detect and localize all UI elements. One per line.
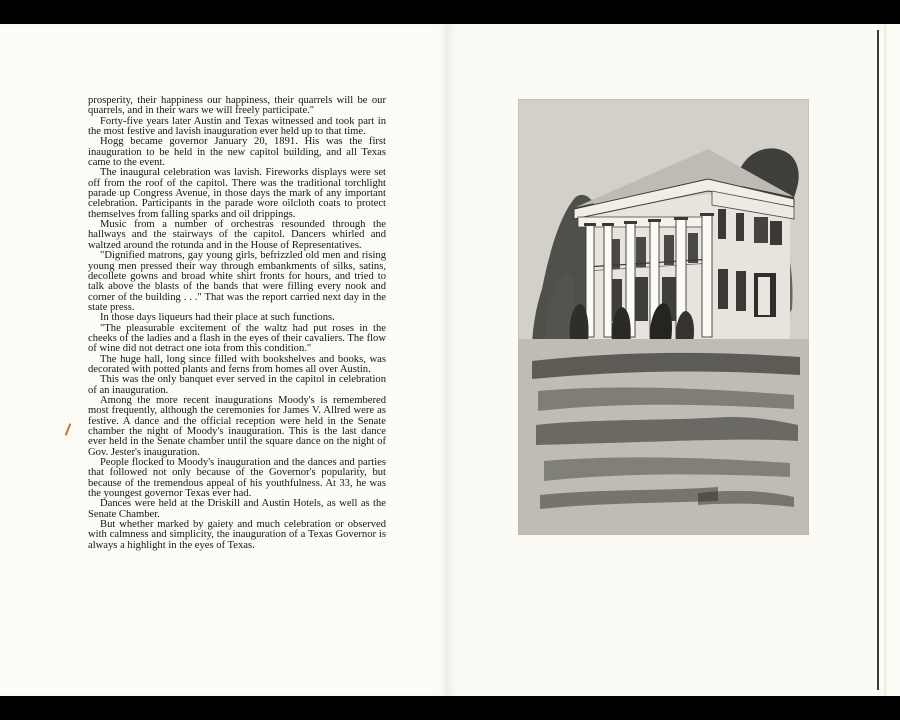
ink-mark <box>65 423 72 436</box>
paragraph: Dances were held at the Driskill and Austin Hotels, as well as the Senate Chamber. <box>88 498 386 520</box>
page-edge <box>884 24 900 696</box>
book-spread <box>0 24 900 696</box>
paragraph: Hogg became governor January 20, 1891. His was the first inauguration to be held in the new capitol building, and all Texas came to the event. <box>88 136 386 169</box>
paragraph: "The pleasurable excitement of the waltz had put roses in the cheeks of the ladies and a flash in the eyes of their cavaliers. The flow of wine did not detract one iota from this condition." <box>88 322 386 355</box>
paragraph: The huge hall, long since filled with bookshelves and books, was decorated with potted plants and ferns from homes all over Austin. <box>88 353 386 375</box>
cover-edge-line <box>877 30 879 690</box>
paragraph: Music from a number of orchestras resounded through the hallways and the stairways of the capitol. Dancers whirled and waltzed around the rotunda and in the House of Representatives. <box>88 219 386 251</box>
paragraph: People flocked to Moody's inauguration and the dances and parties that followed not only because of the Governor's popularity, but because of the tremendous appeal of his youthfulness. At 33, he was the youngest governor Texas ever had. <box>88 457 386 500</box>
columned-mansion-sketch-icon <box>518 99 809 535</box>
left-page <box>0 24 448 696</box>
mansion-illustration <box>518 99 809 535</box>
paragraph: "Dignified matrons, gay young girls, befrizzled old men and rising young men pressed their way through embankments of silks, satins, decollete gowns and broad white shirt fronts for hours, and tried to talk above the blasts of the bands that were filling every nook and corner of the building . . ." That was the report carried next day in the state press. <box>88 250 386 313</box>
paragraph: Forty-five years later Austin and Texas witnessed and took part in the most festive and lavish inauguration ever held up to that time. <box>88 115 386 138</box>
body-text <box>88 96 386 551</box>
paragraph: prosperity, their happiness our happiness, their quarrels will be our quarrels, and in their wars we will freely participate." <box>88 95 386 117</box>
paragraph: This was the only banquet ever served in the capitol in celebration of an inauguration. <box>88 374 386 396</box>
paragraph: Among the more recent inaugurations Moody's is remembered most frequently, although the ceremonies for James V. Allred were as festive. A dance and the official reception were held in the Senate chamber the night of Moody's inauguration. This is the last dance ever held in the Senate chamber until the square dance on the night of Gov. Jester's inauguration. <box>88 394 386 458</box>
paragraph: The inaugural celebration was lavish. Fireworks displays were set off from the roof of the capitol. There was the traditional torchlight parade up Congress Avenue, in those days the mark of any important celebration. Participants in the parade wore oilcloth coats to protect themselves from falling sparks and oil drippings. <box>88 167 386 220</box>
paragraph: But whether marked by gaiety and much celebration or observed with calmness and simplicity, the inauguration of a Texas Governor is always a highlight in the eyes of Texas. <box>88 519 386 551</box>
paragraph: In those days liqueurs had their place at such functions. <box>100 312 335 324</box>
